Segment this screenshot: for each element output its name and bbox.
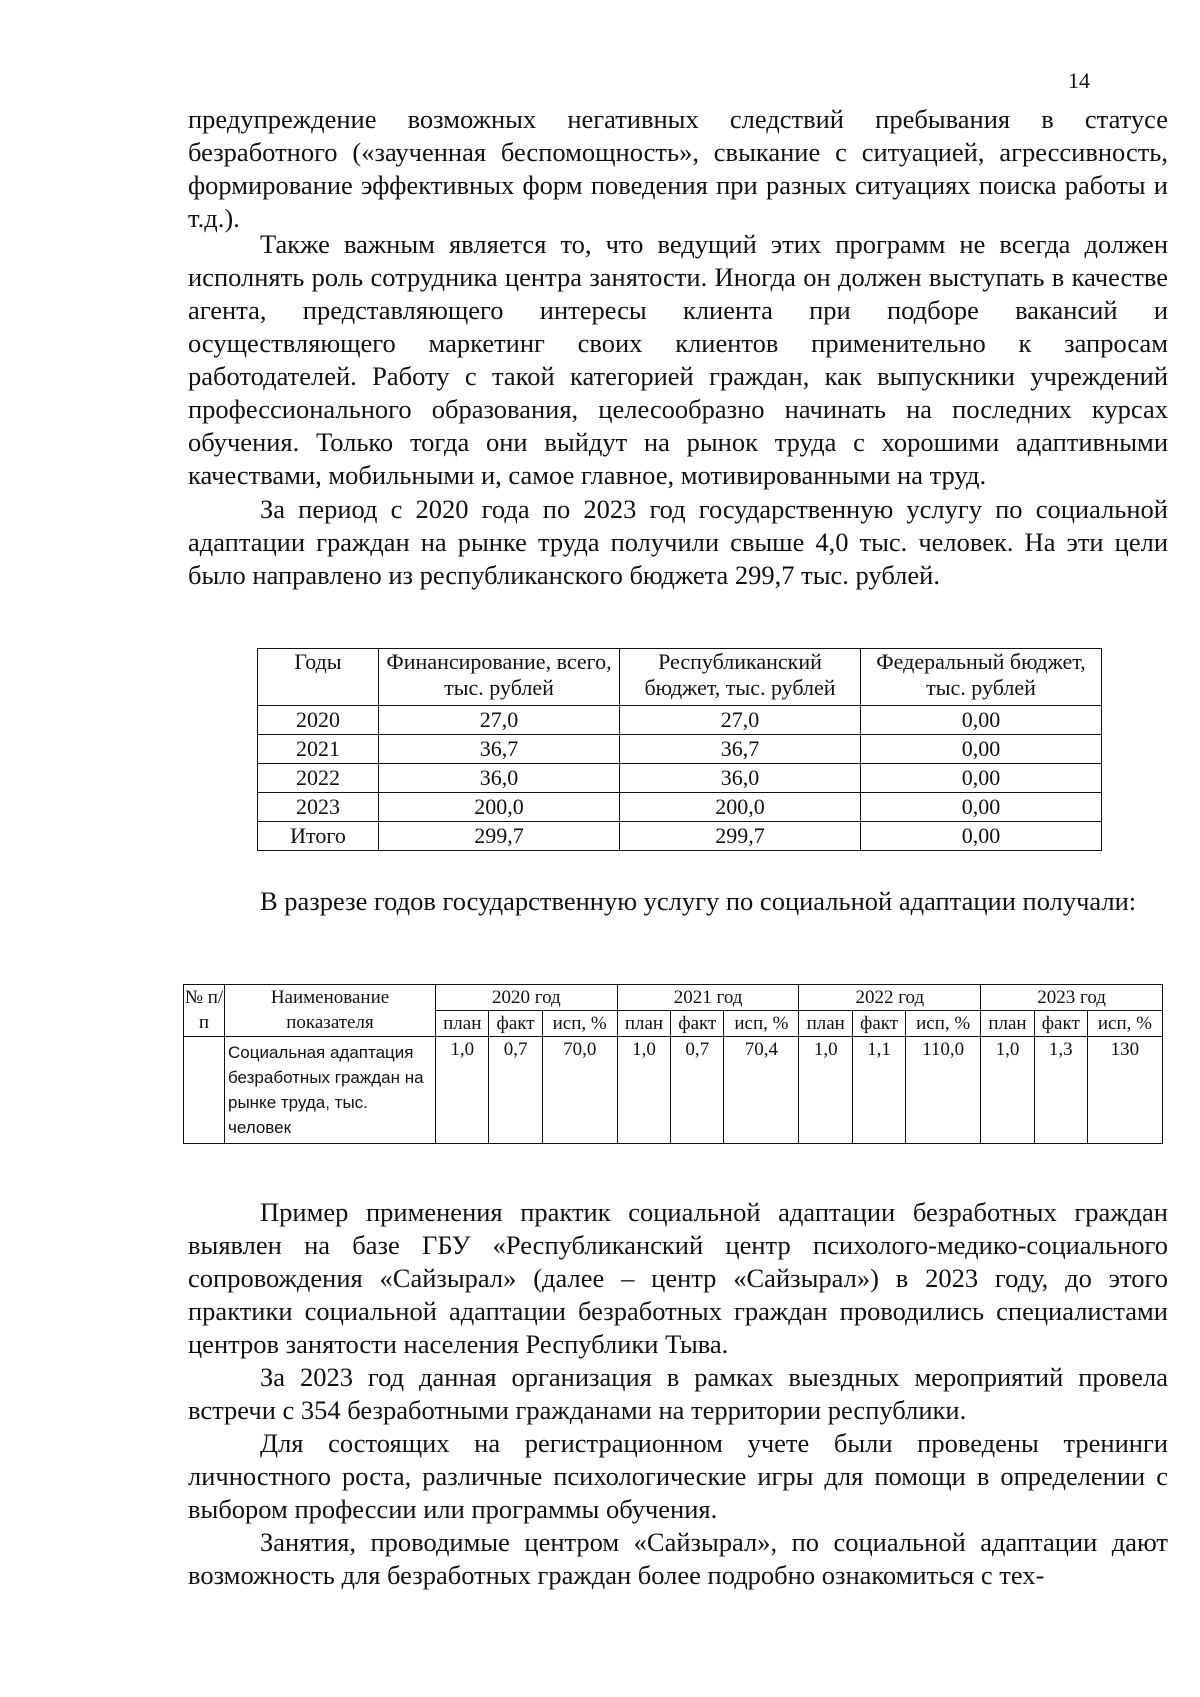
header-total: Финансирование, всего, тыс. рублей	[379, 649, 620, 706]
paragraph-4: В разрезе годов государственную услугу по социальной адаптации получали:	[260, 886, 1137, 916]
table-row	[258, 793, 1102, 822]
years-table	[183, 984, 1163, 1144]
header-name: Наименование показателя	[225, 985, 436, 1037]
republic-cell: 27,0	[620, 706, 861, 735]
finance-table	[257, 648, 1102, 851]
year-cell: 2022	[258, 764, 379, 793]
fact-2023: 1,3	[1034, 1037, 1087, 1144]
subheader-exec: исп, %	[724, 1011, 799, 1037]
subheader-fact: факт	[852, 1011, 905, 1037]
paragraph-2: Также важным является то, что ведущий этих программ не всегда должен исполнять роль сотрудника центра занятости. Иногда он должен выступать в качестве агента, представляющего интересы клиента при подборе вакансий и осуществляющего маркетинг своих клиентов применительно к запросам работодателей. Работу с такой категорией граждан, как выпускники учреждений профессионального образования, целесообразно начинать на последних курсах обучения. Только тогда они выйдут на рынок труда с хорошими адаптивными качествами, мобильными и, самое главное, мотивированными на труд.	[188, 229, 1168, 490]
finance-table-header	[258, 649, 1102, 706]
exec-2023: 130	[1087, 1037, 1162, 1144]
subheader-plan: план	[436, 1011, 489, 1037]
header-year-2022: 2022 год	[799, 985, 981, 1011]
paragraph-1: предупреждение возможных негативных следствий пребывания в статусе безработного («заученная беспомощность», свыкание с ситуацией, агрессивность, формирование эффективных форм поведения при разных ситуациях поиска работы и т.д.).	[188, 104, 1168, 233]
federal-cell: 0,00	[861, 764, 1102, 793]
exec-2020: 70,0	[542, 1037, 617, 1144]
exec-2022: 110,0	[906, 1037, 981, 1144]
republic-cell: 200,0	[620, 793, 861, 822]
year-cell: 2021	[258, 735, 379, 764]
header-years: Годы	[258, 649, 379, 706]
header-federal: Федеральный бюджет, тыс. рублей	[861, 649, 1102, 706]
subheader-plan: план	[799, 1011, 852, 1037]
header-num: № п/п	[184, 985, 225, 1037]
subheader-fact: факт	[489, 1011, 542, 1037]
federal-cell: 0,00	[861, 735, 1102, 764]
paragraph-3: За период с 2020 года по 2023 год государственную услугу по социальной адаптации граждан на рынке труда получили свыше 4,0 тыс. человек. На эти цели было направлено из республиканского бюджета 299,7 тыс. рублей.	[188, 494, 1168, 590]
subheader-exec: исп, %	[906, 1011, 981, 1037]
subheader-plan: план	[617, 1011, 670, 1037]
header-year-2020: 2020 год	[436, 985, 618, 1011]
subheader-fact: факт	[1034, 1011, 1087, 1037]
plan-2020: 1,0	[436, 1037, 489, 1144]
plan-2022: 1,0	[799, 1037, 852, 1144]
republic-cell: 36,7	[620, 735, 861, 764]
plan-2021: 1,0	[617, 1037, 670, 1144]
federal-cell: 0,00	[861, 706, 1102, 735]
fact-2021: 0,7	[671, 1037, 724, 1144]
fact-2022: 1,1	[852, 1037, 905, 1144]
years-table-header	[184, 985, 1163, 1011]
paragraph-8: Занятия, проводимые центром «Сайзырал», по социальной адаптации дают возможность для безработных граждан более подробно ознакомиться с тех-	[188, 1527, 1168, 1590]
header-year-2023: 2023 год	[981, 985, 1163, 1011]
table-row-total	[258, 822, 1102, 851]
subheader-plan: план	[981, 1011, 1034, 1037]
year-cell: 2020	[258, 706, 379, 735]
total-cell: 27,0	[379, 706, 620, 735]
subheader-exec: исп, %	[542, 1011, 617, 1037]
republic-cell: 36,0	[620, 764, 861, 793]
subheader-fact: факт	[671, 1011, 724, 1037]
total-cell: 36,0	[379, 764, 620, 793]
table-row	[184, 1037, 1163, 1144]
paragraph-5: Пример применения практик социальной адаптации безработных граждан выявлен на базе ГБУ «Республиканский центр психолого-медико-социального сопровождения «Сайзырал» (далее – центр «Сайзырал») в 2023 году, до этого практики социальной адаптации безработных граждан проводились специалистами центров занятости населения Республики Тыва.	[188, 1197, 1168, 1359]
year-cell: 2023	[258, 793, 379, 822]
table-row	[258, 764, 1102, 793]
paragraph-6: За 2023 год данная организация в рамках выездных мероприятий провела встречи с 354 безработными гражданами на территории республики.	[188, 1362, 1168, 1425]
subheader-exec: исп, %	[1087, 1011, 1162, 1037]
header-year-2021: 2021 год	[617, 985, 799, 1011]
page-number: 14	[1068, 68, 1090, 93]
indicator-name: Социальная адаптация безработных граждан на рынке труда, тыс. человек	[225, 1037, 436, 1144]
total-cell: 200,0	[379, 793, 620, 822]
table-row	[258, 706, 1102, 735]
federal-cell: 0,00	[861, 793, 1102, 822]
federal-cell: 0,00	[861, 822, 1102, 851]
plan-2023: 1,0	[981, 1037, 1034, 1144]
total-cell: 299,7	[379, 822, 620, 851]
republic-cell: 299,7	[620, 822, 861, 851]
table-row	[258, 735, 1102, 764]
exec-2021: 70,4	[724, 1037, 799, 1144]
num-cell	[184, 1037, 225, 1144]
fact-2020: 0,7	[489, 1037, 542, 1144]
paragraph-7: Для состоящих на регистрационном учете были проведены тренинги личностного роста, различные психологические игры для помощи в определении с выбором профессии или программы обучения.	[188, 1428, 1168, 1524]
total-cell: 36,7	[379, 735, 620, 764]
year-cell: Итого	[258, 822, 379, 851]
header-republic: Республиканский бюджет, тыс. рублей	[620, 649, 861, 706]
